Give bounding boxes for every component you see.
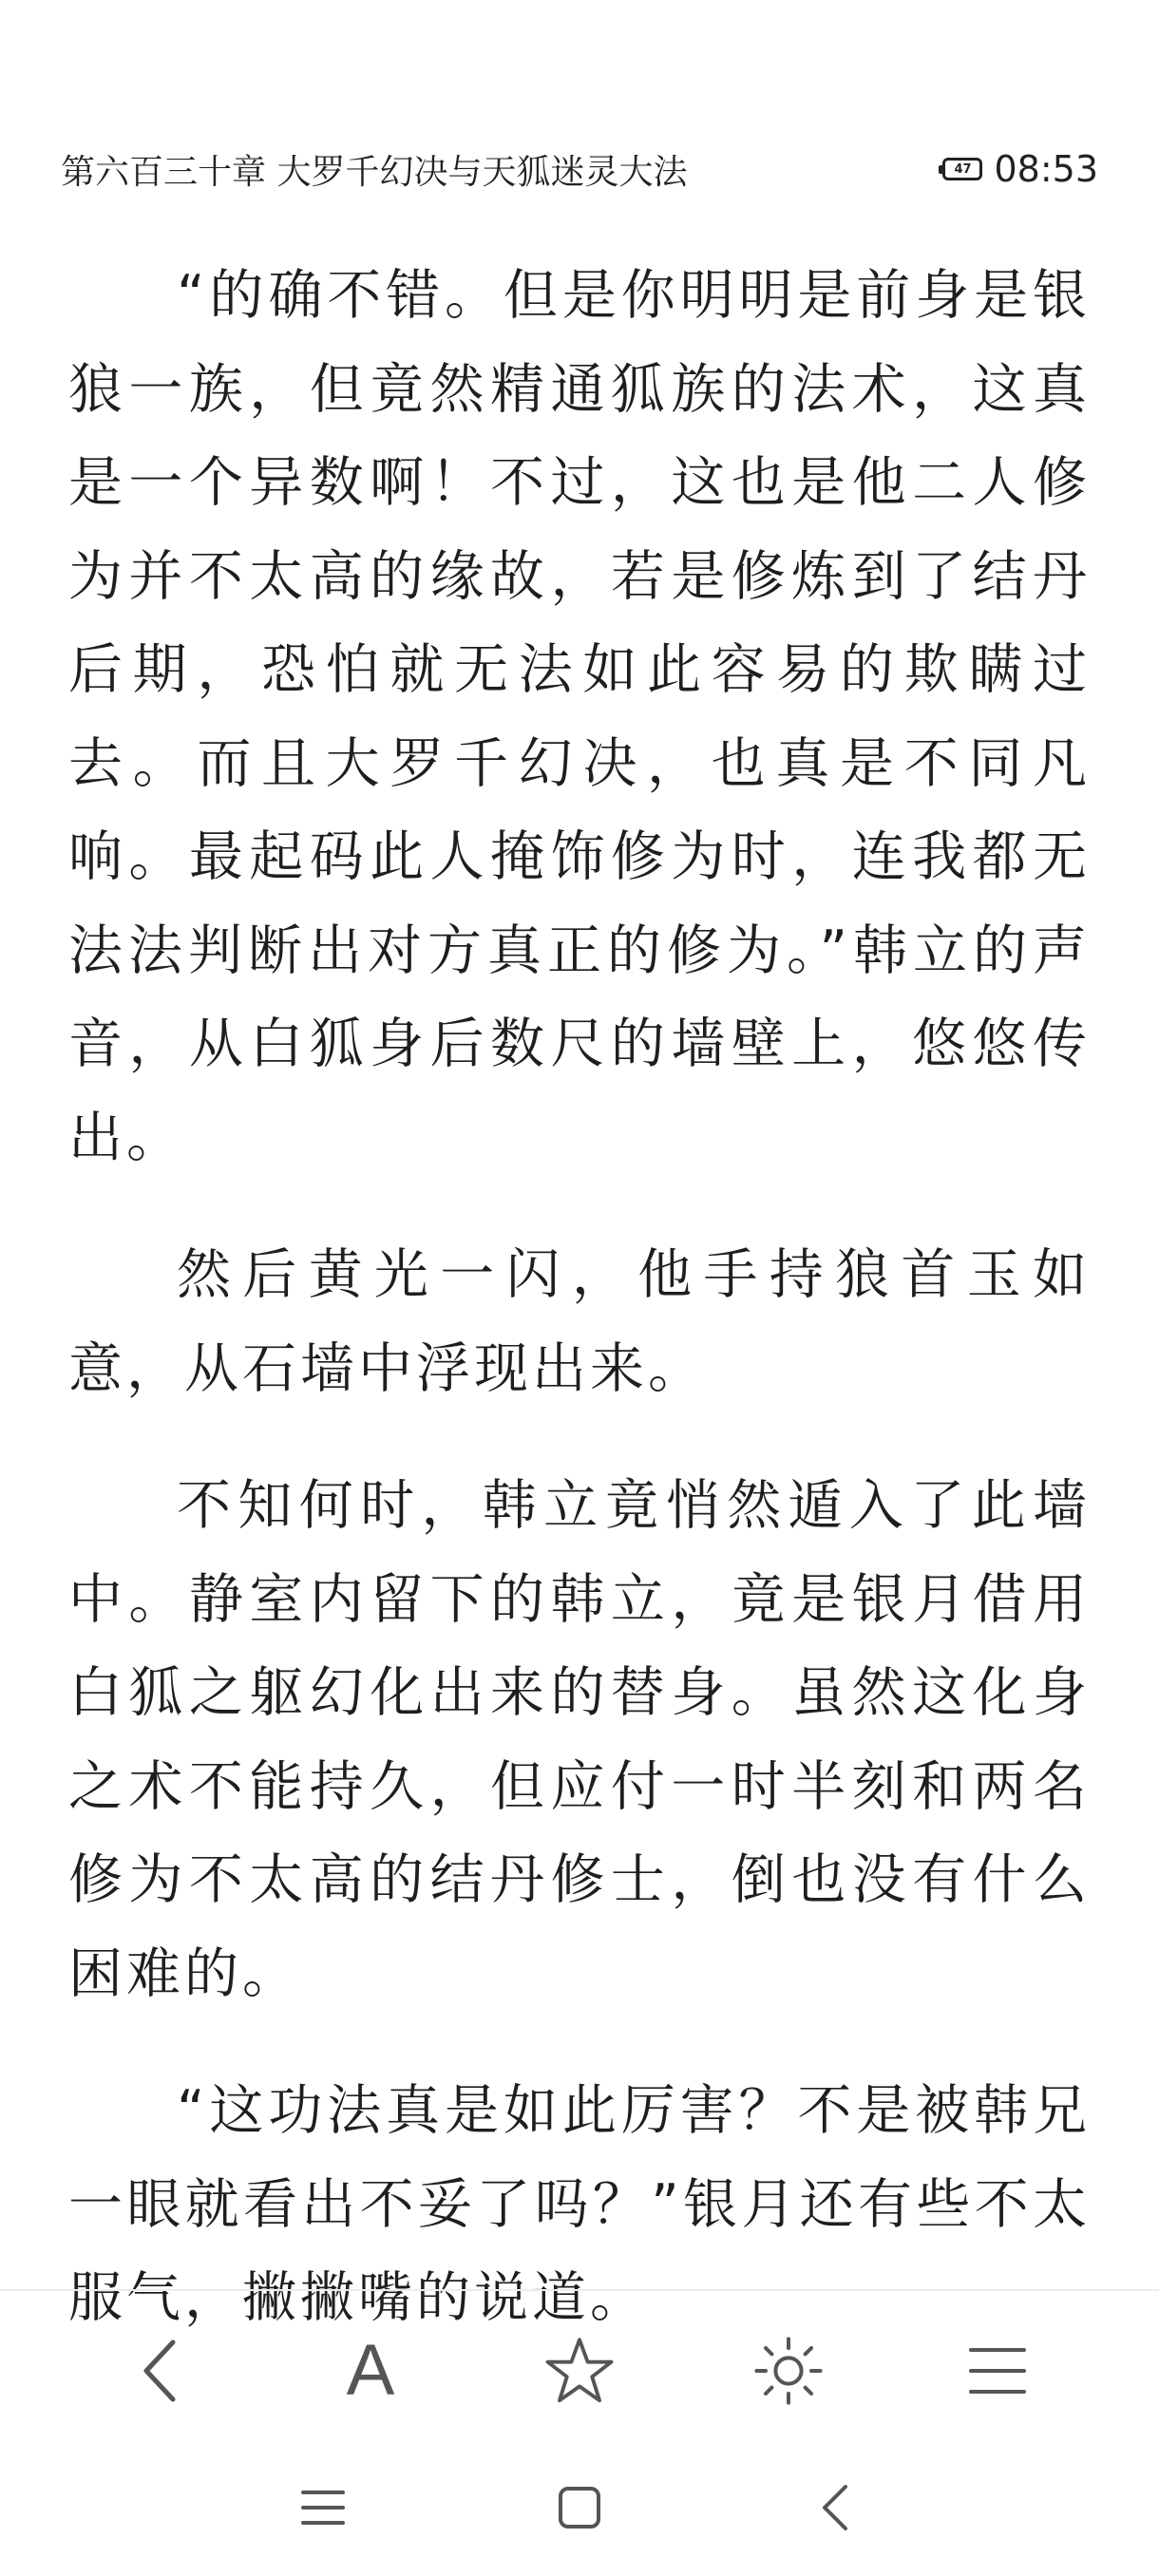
battery-icon: [942, 158, 982, 180]
clock-time: 08:53: [994, 148, 1098, 190]
font-icon: A: [346, 2330, 395, 2411]
paragraph: 然后黄光一闪，他手持狼首玉如意，从石墙中浮现出来。: [68, 1243, 1091, 1400]
reader-header: [61, 141, 1098, 198]
system-navigation-bar: [0, 2455, 1159, 2560]
back-button[interactable]: [109, 2319, 214, 2423]
home-icon: [557, 2485, 602, 2530]
bookmark-button[interactable]: [527, 2319, 632, 2423]
star-icon: [542, 2334, 617, 2408]
reader-content: [68, 249, 1091, 2389]
font-settings-button[interactable]: [318, 2319, 423, 2423]
brightness-button[interactable]: [736, 2319, 841, 2423]
menu-icon: [967, 2344, 1028, 2397]
back-chevron-icon: [133, 2333, 190, 2409]
paragraph: “这功法真是如此厉害？不是被韩兄一眼就看出不妥了吗？”银月还有些不太服气，撇撇嘴的说道。: [68, 2079, 1091, 2329]
back-icon: [817, 2481, 855, 2534]
battery-level: 47: [954, 161, 972, 177]
brightness-icon: [750, 2333, 826, 2409]
recents-icon: [299, 2487, 347, 2529]
system-back-button[interactable]: [793, 2465, 879, 2550]
chapter-title: 第六百三十章 大罗千幻决与天狐迷灵大法: [61, 152, 688, 192]
chapter-menu-button[interactable]: [945, 2319, 1050, 2423]
recents-button[interactable]: [280, 2465, 366, 2550]
paragraph: “的确不错。但是你明明是前身是银狼一族，但竟然精通狐族的法术，这真是一个异数啊！不过，这也是他二人修为并不太高的缘故，若是修炼到了结丹后期，恐怕就无法如此容易的欺瞒过去。而且大罗千幻决，也真是不同凡响。最起码此人掩饰修为时，连我都无法法判断出对方真正的修为。”韩立的声音，从白狐身后数尺的墙壁上，悠悠传出。: [68, 264, 1091, 1169]
reader-toolbar: [0, 2289, 1159, 2451]
paragraph: 不知何时，韩立竟悄然遁入了此墙中。静室内留下的韩立，竟是银月借用白狐之躯幻化出来的替身。虽然这化身之术不能持久，但应付一时半刻和两名修为不太高的结丹修士，倒也没有什么困难的。: [68, 1474, 1091, 2005]
home-button[interactable]: [537, 2465, 622, 2550]
status-indicators: [942, 148, 1098, 190]
